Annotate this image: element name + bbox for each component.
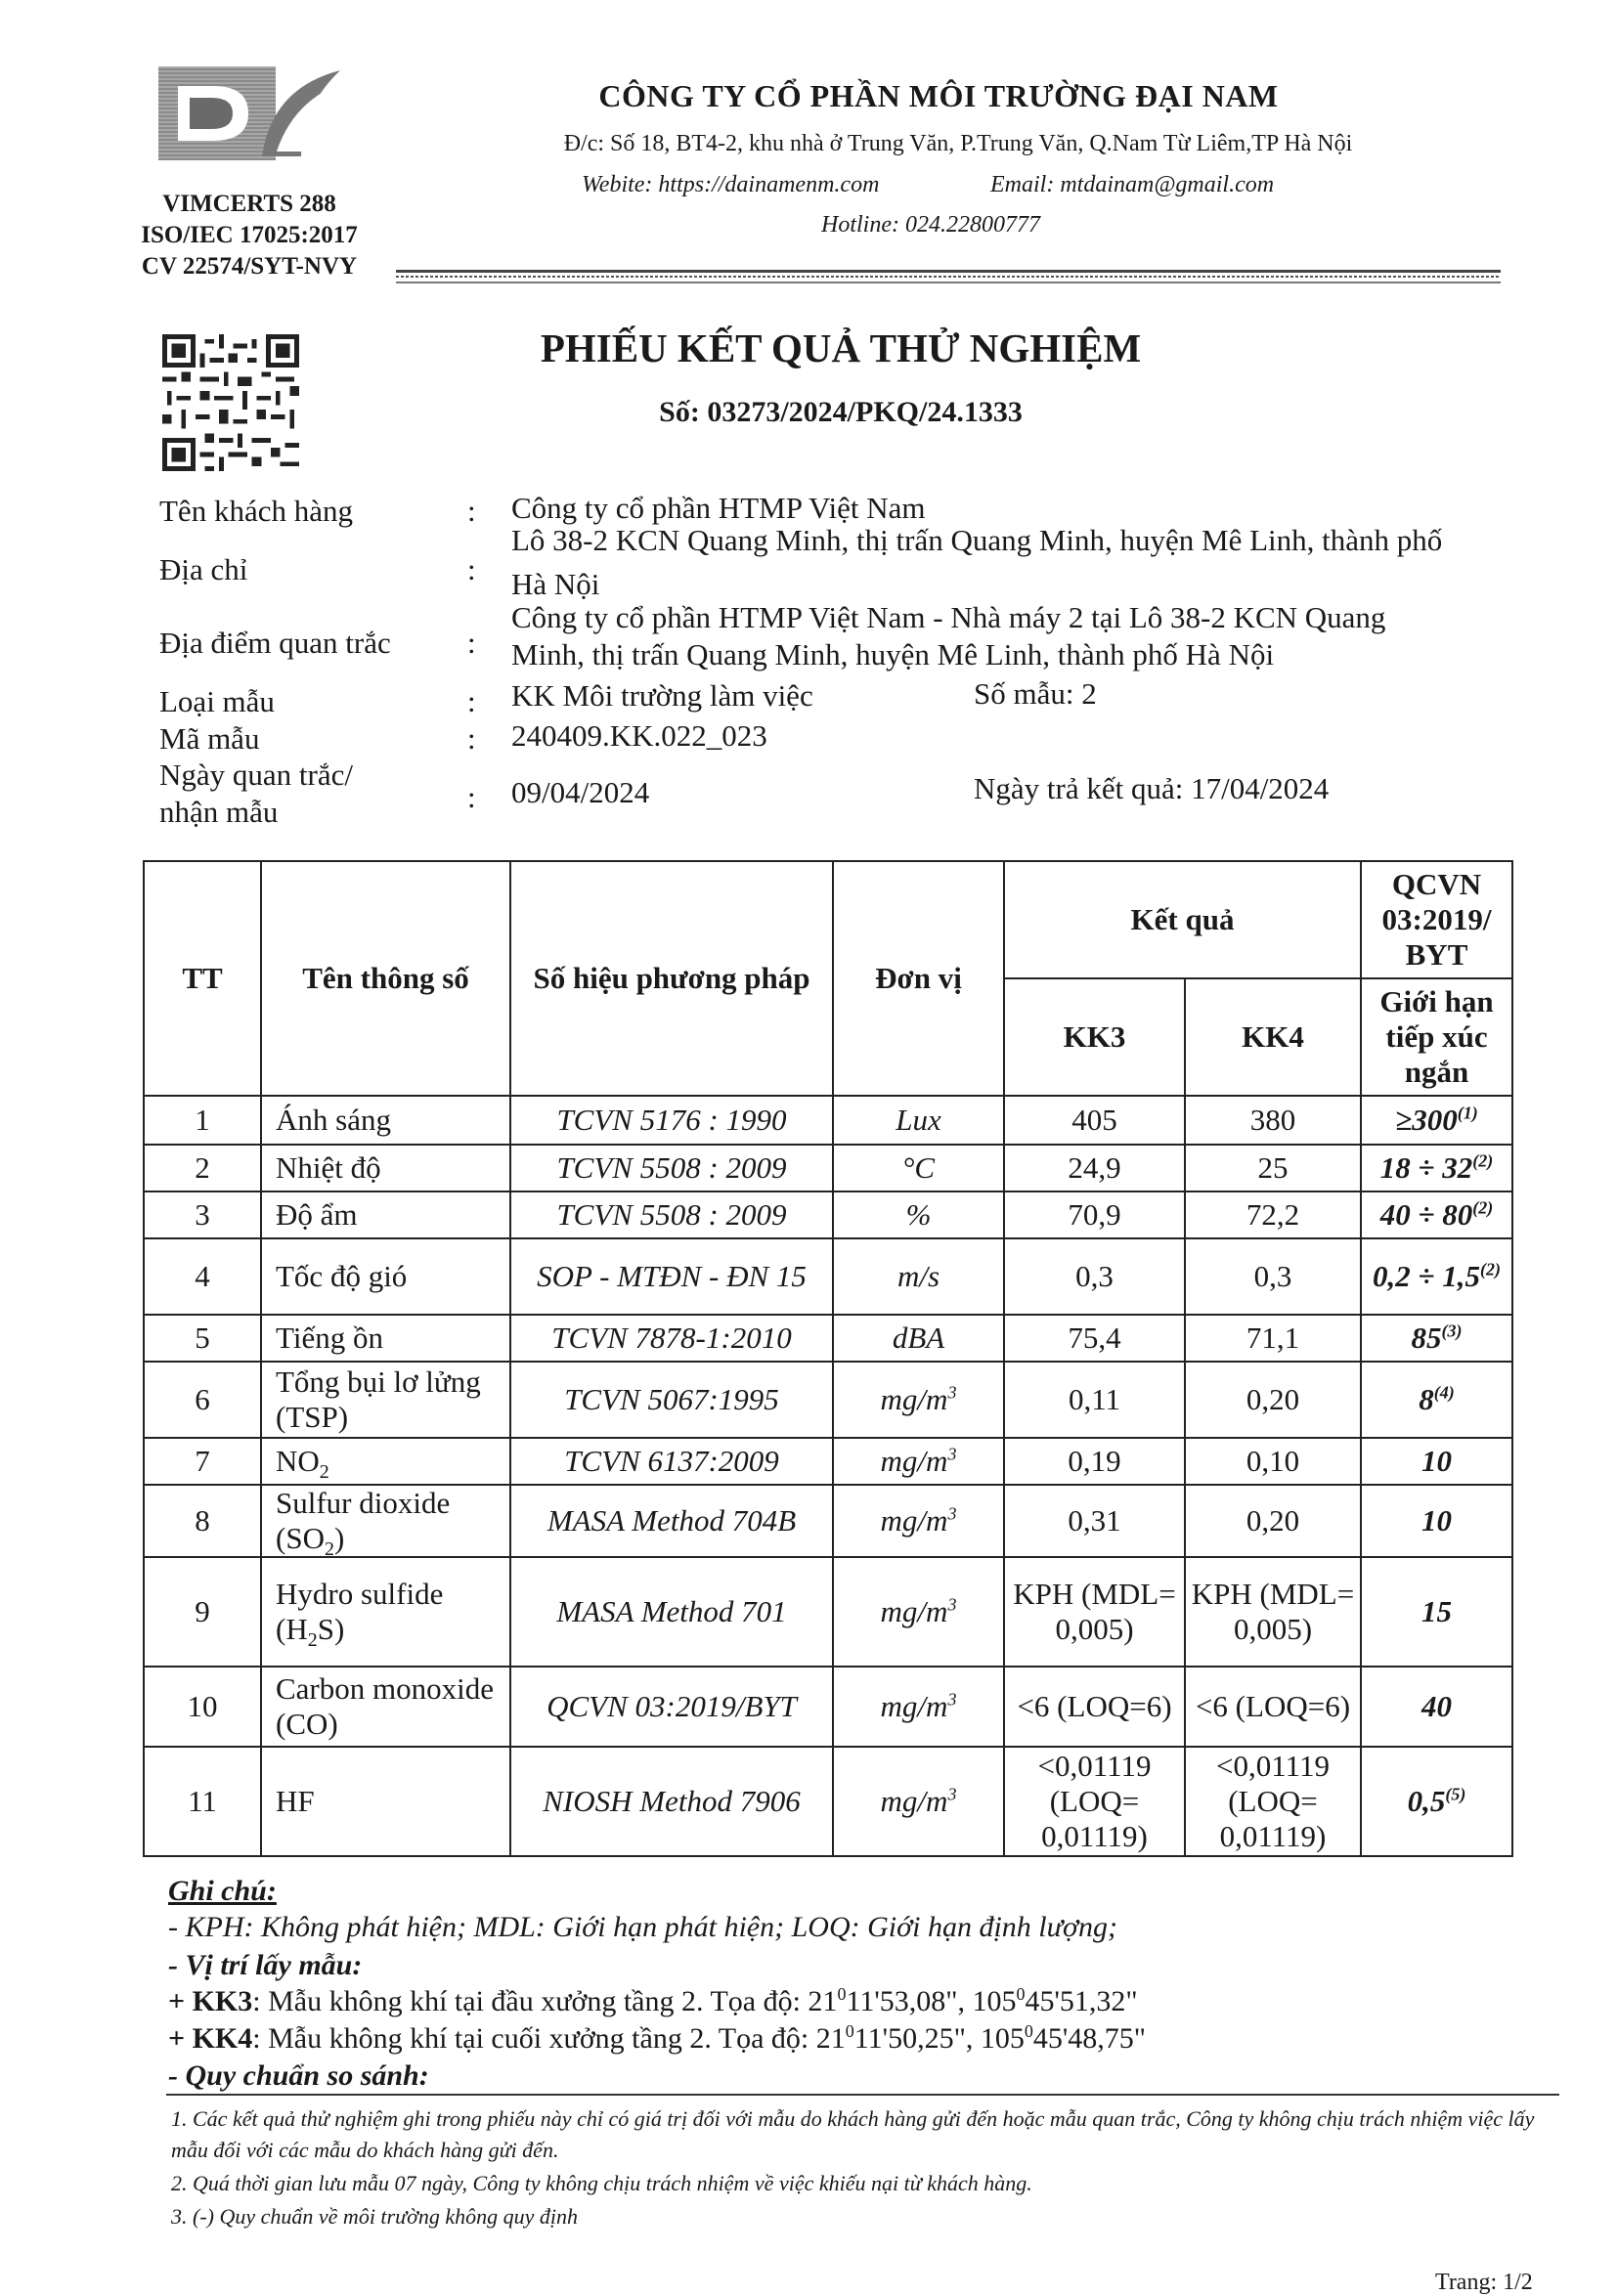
header-standard: QCVN 03:2019/ BYT: [1361, 861, 1512, 978]
notes-heading: Ghi chú:: [168, 1875, 277, 1907]
cell-limit: [1361, 1747, 1512, 1856]
cell-method: TCVN 5176 : 1990: [510, 1096, 833, 1145]
table-row: [144, 1315, 1512, 1362]
cell-limit: [1361, 1438, 1512, 1485]
cell-kk3: 24,9: [1004, 1145, 1185, 1191]
cell-parameter: [261, 1315, 510, 1362]
parameter-name: HF: [276, 1784, 315, 1818]
cell-parameter: [261, 1096, 510, 1145]
table-row: [144, 1747, 1512, 1856]
unit-text: mg/m: [880, 1784, 948, 1818]
footer-divider: [166, 2094, 1559, 2096]
limit-value: 0,2 ÷ 1,5: [1372, 1259, 1480, 1293]
unit-superscript: 3: [947, 1689, 957, 1710]
unit-superscript: 3: [947, 1594, 957, 1615]
cell-kk3: 0,19: [1004, 1438, 1185, 1485]
colon: :: [467, 684, 476, 718]
degree-mark: 0: [1024, 2021, 1033, 2041]
company-logo: [154, 59, 350, 174]
colon: :: [467, 780, 476, 814]
cell-parameter: [261, 1238, 510, 1315]
cell-kk4: <0,01119 (LOQ= 0,01119): [1185, 1747, 1361, 1856]
parameter-name: Ánh sáng: [276, 1103, 391, 1137]
cell-limit: [1361, 1667, 1512, 1747]
header-divider-dotted: [396, 276, 1501, 278]
cell-kk4: 0,3: [1185, 1238, 1361, 1315]
limit-value: 8: [1419, 1382, 1434, 1416]
unit-text: mg/m: [880, 1382, 948, 1416]
limit-footnote: (2): [1472, 1197, 1494, 1218]
limit-value: 40: [1421, 1689, 1452, 1723]
cell-unit: [833, 1438, 1004, 1485]
notes-standard-heading: - Quy chuẩn so sánh:: [168, 2059, 429, 2092]
notes-location-heading: - Vị trí lấy mẫu:: [168, 1949, 363, 1981]
result-date: Ngày trả kết quả: 17/04/2024: [974, 771, 1330, 805]
table-row: [144, 1191, 1512, 1238]
customer-label: Tên khách hàng: [159, 494, 353, 528]
cert-vimcerts: VIMCERTS 288: [162, 191, 336, 217]
document-number: Số: 03273/2024/PKQ/24.1333: [659, 396, 1023, 428]
limit-footnote: (2): [1472, 1150, 1494, 1171]
limit-value: 40 ÷ 80: [1379, 1197, 1473, 1232]
cell-unit: [833, 1485, 1004, 1557]
parameter-name: Sulfur dioxide (SO: [276, 1486, 451, 1555]
company-email: Email: mtdainam@gmail.com: [990, 172, 1275, 197]
cell-limit: [1361, 1485, 1512, 1557]
cell-limit: [1361, 1145, 1512, 1191]
header-parameter: Tên thông số: [261, 861, 510, 1096]
note-kk3-label: + KK3: [168, 1985, 253, 2017]
parameter-name: Carbon monoxide (CO): [276, 1671, 494, 1741]
parameter-subscript: 2: [324, 1538, 334, 1561]
header-tt: TT: [144, 861, 261, 1096]
unit-text: Lux: [896, 1103, 941, 1137]
note-kk4-text: : Mẫu không khí tại cuối xưởng tầng 2. Tọa độ: 21: [252, 2022, 846, 2055]
sample-code-value: 240409.KK.022_023: [511, 718, 767, 753]
cell-unit: [833, 1145, 1004, 1191]
cell-method: TCVN 5067:1995: [510, 1362, 833, 1438]
cell-limit: [1361, 1362, 1512, 1438]
date-value: 09/04/2024: [511, 775, 650, 809]
cell-unit: [833, 1747, 1004, 1856]
cell-parameter: [261, 1747, 510, 1856]
notes-abbreviations: - KPH: Không phát hiện; MDL: Giới hạn phát hiện; LOQ: Giới hạn định lượng;: [168, 1911, 1118, 1943]
parameter-name: Nhiệt độ: [276, 1150, 381, 1185]
note-kk3-coord-1: 11'53,08", 105: [846, 1985, 1017, 2017]
header-method: Số hiệu phương pháp: [510, 861, 833, 1096]
parameter-subscript: 2: [319, 1461, 329, 1484]
cell-kk4: 0,20: [1185, 1362, 1361, 1438]
cell-tt: 4: [144, 1238, 261, 1315]
cell-unit: [833, 1096, 1004, 1145]
cell-kk3: KPH (MDL= 0,005): [1004, 1557, 1185, 1667]
header-limit: Giới hạn tiếp xúc ngắn: [1361, 978, 1512, 1096]
company-hotline: Hotline: 024.22800777: [821, 212, 1040, 238]
address-line-1: Lô 38-2 KCN Quang Minh, thị trấn Quang Minh, huyện Mê Linh, thành phố: [511, 523, 1443, 557]
site-line-2: Minh, thị trấn Quang Minh, huyện Mê Linh, thành phố Hà Nội: [511, 637, 1275, 671]
colon: :: [467, 552, 476, 586]
footer-note-3: 3. (-) Quy chuẩn về môi trường không quy định: [171, 2204, 578, 2229]
sample-code-label: Mã mẫu: [159, 721, 260, 756]
cell-method: TCVN 6137:2009: [510, 1438, 833, 1485]
table-row: [144, 1362, 1512, 1438]
cell-unit: [833, 1362, 1004, 1438]
cell-limit: [1361, 1191, 1512, 1238]
limit-value: 15: [1421, 1594, 1452, 1628]
cell-unit: [833, 1557, 1004, 1667]
unit-superscript: 3: [947, 1382, 957, 1403]
limit-value: 10: [1421, 1503, 1452, 1538]
cell-kk3: 405: [1004, 1096, 1185, 1145]
header-result: Kết quả: [1004, 861, 1361, 978]
cell-kk4: 72,2: [1185, 1191, 1361, 1238]
limit-footnote: (4): [1433, 1382, 1455, 1403]
unit-text: mg/m: [880, 1594, 948, 1628]
limit-footnote: (1): [1457, 1103, 1478, 1123]
cell-tt: 10: [144, 1667, 261, 1747]
cert-cv: CV 22574/SYT-NVY: [141, 253, 358, 280]
note-kk3: [168, 1985, 1138, 2018]
site-line-1: Công ty cổ phần HTMP Việt Nam - Nhà máy 2 tại Lô 38-2 KCN Quang: [511, 600, 1386, 634]
cell-method: NIOSH Method 7906: [510, 1747, 833, 1856]
parameter-name: Tiếng ồn: [276, 1321, 383, 1355]
unit-text: mg/m: [880, 1689, 948, 1723]
cell-parameter: [261, 1485, 510, 1561]
cell-kk4: <6 (LOQ=6): [1185, 1667, 1361, 1747]
cell-method: MASA Method 701: [510, 1557, 833, 1667]
table-row: [144, 1438, 1512, 1485]
note-kk4-coord-2: 45'48,75": [1032, 2022, 1146, 2055]
site-label: Địa điểm quan trắc: [159, 626, 391, 660]
cell-kk3: <6 (LOQ=6): [1004, 1667, 1185, 1747]
unit-superscript: 3: [947, 1503, 957, 1524]
cell-kk4: 380: [1185, 1096, 1361, 1145]
parameter-name: Hydro sulfide (H: [276, 1577, 444, 1646]
results-table: [143, 860, 1513, 1857]
cell-parameter: [261, 1667, 510, 1747]
cell-limit: [1361, 1238, 1512, 1315]
unit-text: °C: [901, 1150, 936, 1185]
table-row: [144, 1096, 1512, 1145]
cell-kk4: KPH (MDL= 0,005): [1185, 1557, 1361, 1667]
unit-superscript: 3: [947, 1444, 957, 1464]
customer-value: Công ty cổ phần HTMP Việt Nam: [511, 491, 926, 525]
cell-parameter: [261, 1438, 510, 1485]
table-row: [144, 1238, 1512, 1315]
address-line-2: Hà Nội: [511, 567, 600, 601]
company-name: CÔNG TY CỔ PHẦN MÔI TRƯỜNG ĐẠI NAM: [598, 78, 1279, 113]
note-kk3-text: : Mẫu không khí tại đầu xưởng tầng 2. Tọa độ: 21: [252, 1985, 838, 2017]
date-label-line-2: nhận mẫu: [159, 795, 279, 829]
cell-method: MASA Method 704B: [510, 1485, 833, 1557]
cell-tt: 1: [144, 1096, 261, 1145]
cell-unit: [833, 1191, 1004, 1238]
document-title: PHIẾU KẾT QUẢ THỬ NGHIỆM: [540, 325, 1142, 370]
table-row: [144, 1667, 1512, 1747]
cell-tt: 3: [144, 1191, 261, 1238]
cell-method: TCVN 5508 : 2009: [510, 1145, 833, 1191]
sample-count: Số mẫu: 2: [974, 676, 1097, 711]
parameter-name-end: S): [317, 1612, 345, 1646]
note-kk4-label: + KK4: [168, 2022, 253, 2055]
cell-tt: 9: [144, 1557, 261, 1667]
footer-note-2: 2. Quá thời gian lưu mẫu 07 ngày, Công ty không chịu trách nhiệm về việc khiếu nại từ khách hàng.: [171, 2171, 1032, 2195]
header-kk3: KK3: [1004, 978, 1185, 1096]
limit-value: 10: [1421, 1444, 1452, 1478]
parameter-name: Tổng bụi lơ lửng (TSP): [276, 1365, 481, 1434]
unit-text: dBA: [892, 1321, 945, 1355]
limit-value: ≥300: [1395, 1103, 1458, 1137]
limit-value: 0,5: [1407, 1784, 1446, 1818]
cell-kk3: <0,01119 (LOQ= 0,01119): [1004, 1747, 1185, 1856]
unit-superscript: 3: [947, 1784, 957, 1804]
table-row: [144, 1145, 1512, 1191]
header-divider: [396, 270, 1501, 273]
results-body: [144, 1096, 1512, 1856]
cell-kk4: 25: [1185, 1145, 1361, 1191]
colon: :: [467, 494, 476, 528]
cell-method: QCVN 03:2019/BYT: [510, 1667, 833, 1747]
limit-value: 85: [1411, 1321, 1442, 1355]
unit-text: mg/m: [880, 1503, 948, 1538]
sample-type-value: KK Môi trường làm việc: [511, 678, 813, 713]
cell-unit: [833, 1667, 1004, 1747]
cell-kk4: 71,1: [1185, 1315, 1361, 1362]
parameter-name: Độ ẩm: [276, 1197, 358, 1232]
cell-method: SOP - MTĐN - ĐN 15: [510, 1238, 833, 1315]
cell-tt: 5: [144, 1315, 261, 1362]
table-row: [144, 1557, 1512, 1667]
limit-footnote: (2): [1480, 1259, 1501, 1279]
table-row: [144, 1485, 1512, 1557]
cell-tt: 2: [144, 1145, 261, 1191]
parameter-subscript: 2: [307, 1629, 318, 1652]
cell-kk3: 0,11: [1004, 1362, 1185, 1438]
company-website: Webite: https://dainamenm.com: [582, 172, 880, 197]
cell-parameter: [261, 1362, 510, 1438]
sample-type-label: Loại mẫu: [159, 684, 275, 718]
cell-kk4: 0,20: [1185, 1485, 1361, 1557]
page-number: Trang: 1/2: [1435, 2270, 1533, 2295]
colon: :: [467, 626, 476, 660]
address-label: Địa chỉ: [159, 552, 248, 586]
date-label-line-1: Ngày quan trắc/: [159, 758, 353, 792]
degree-mark: 0: [845, 2021, 854, 2041]
unit-text: mg/m: [880, 1444, 948, 1478]
limit-value: 18 ÷ 32: [1379, 1150, 1473, 1185]
parameter-name-end: ): [333, 1521, 345, 1555]
cell-limit: [1361, 1315, 1512, 1362]
cell-kk3: 75,4: [1004, 1315, 1185, 1362]
unit-text: %: [905, 1197, 932, 1232]
footer-note-1: 1. Các kết quả thử nghiệm ghi trong phiếu này chỉ có giá trị đối với mẫu do khách hàng gửi đến hoặc mẫu quan trắc, Công ty không chịu trách nhiệm việc lấy mẫu đối với các mẫu do khách hàng gửi đến.: [171, 2106, 1535, 2162]
limit-footnote: (5): [1445, 1784, 1466, 1804]
cell-unit: [833, 1315, 1004, 1362]
colon: :: [467, 721, 476, 756]
cell-kk3: 0,31: [1004, 1485, 1185, 1557]
cell-parameter: [261, 1191, 510, 1238]
note-kk4: [168, 2022, 1146, 2056]
parameter-name: Tốc độ gió: [276, 1259, 408, 1293]
degree-mark: 0: [1016, 1984, 1026, 2004]
parameter-name: NO: [276, 1444, 320, 1478]
qr-code: [162, 334, 299, 471]
company-address: Đ/c: Số 18, BT4-2, khu nhà ở Trung Văn, P.Trung Văn, Q.Nam Từ Liêm,TP Hà Nội: [563, 131, 1353, 156]
cell-kk3: 70,9: [1004, 1191, 1185, 1238]
cell-tt: 6: [144, 1362, 261, 1438]
cell-method: TCVN 7878-1:2010: [510, 1315, 833, 1362]
cell-method: TCVN 5508 : 2009: [510, 1191, 833, 1238]
header-divider-bottom: [396, 282, 1501, 283]
degree-mark: 0: [837, 1984, 847, 2004]
limit-footnote: (3): [1441, 1321, 1463, 1341]
cell-limit: [1361, 1557, 1512, 1667]
note-kk4-coord-1: 11'50,25", 105: [853, 2022, 1025, 2055]
cell-tt: 7: [144, 1438, 261, 1485]
header-kk4: KK4: [1185, 978, 1361, 1096]
note-kk3-coord-2: 45'51,32": [1025, 1985, 1138, 2017]
header-unit: Đơn vị: [833, 861, 1004, 1096]
cell-tt: 8: [144, 1485, 261, 1557]
cell-parameter: [261, 1145, 510, 1191]
cell-unit: [833, 1238, 1004, 1315]
cell-tt: 11: [144, 1747, 261, 1856]
cell-limit: [1361, 1096, 1512, 1145]
cell-kk3: 0,3: [1004, 1238, 1185, 1315]
unit-text: m/s: [896, 1259, 940, 1293]
cert-iso: ISO/IEC 17025:2017: [141, 222, 358, 248]
cell-kk4: 0,10: [1185, 1438, 1361, 1485]
cell-parameter: [261, 1557, 510, 1667]
